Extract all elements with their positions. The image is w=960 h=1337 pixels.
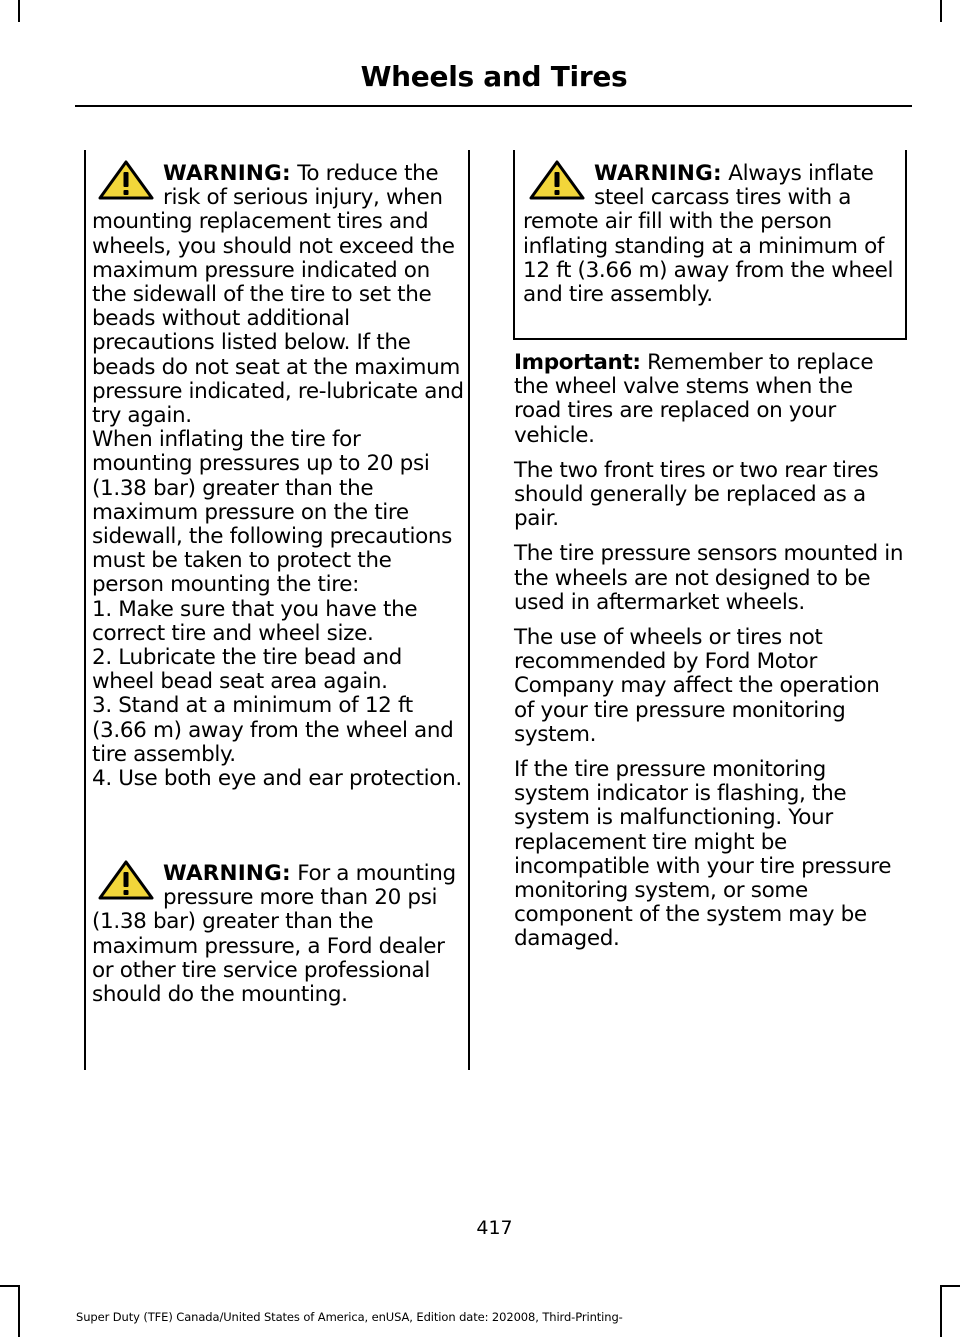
crop-mark-bottom-left-v [18, 1285, 20, 1337]
header-rule [75, 105, 912, 107]
right-column-body [514, 351, 906, 963]
crop-mark-bottom-right-v [940, 1285, 942, 1337]
warning-1-text: To reduce the risk of serious injury, when mounting replacement tires and wheels, you should not exceed the maximum pressure indicated on the sidewall of the tire to set the beads without additional precautions listed below. If the beads do not seat at the maximum pressure indicated, re-lubricate and try again. [92, 161, 464, 429]
page-title: Wheels and Tires [360, 60, 628, 93]
warning-label: WARNING: [594, 161, 722, 186]
paragraph-indicator-flashing: If the tire pressure monitoring system indicator is flashing, the system is malfunctioning. Your replacement tire might be incompatible with your tire pressure monitoring system, or some component of the system may be damaged. [514, 757, 892, 952]
crop-mark-bottom-left-h [0, 1285, 20, 1287]
warning-label: WARNING: [163, 161, 291, 186]
crop-mark-top-right [940, 0, 942, 22]
left-column-rule-right [468, 150, 470, 1070]
warning-triangle-icon [528, 160, 586, 200]
warning-1-step-3: 3. Stand at a minimum of 12 ft (3.66 m) away from the wheel and tire assembly. [92, 693, 454, 767]
warning-box-3 [513, 150, 907, 340]
warning-label: WARNING: [163, 861, 291, 886]
warning-1-inflating: When inflating the tire for mounting pressures up to 20 psi (1.38 bar) greater than the maximum pressure on the tire sidewall, the following precautions must be taken to protect the person mounting the tire: [92, 427, 453, 598]
warning-block-2 [92, 862, 466, 1007]
warning-1-step-1: 1. Make sure that you have the correct tire and wheel size. [92, 596, 418, 646]
paragraph-wheels-ford: The use of wheels or tires not recommended by Ford Motor Company may affect the operation of your tire pressure monitoring system. [514, 625, 880, 747]
warning-3-text: Always inflate steel carcass tires with a remote air fill with the person inflating standing at a minimum of 12 ft (3.66 m) away from the wheel and tire assembly. [523, 161, 894, 308]
crop-mark-top-left [18, 0, 20, 22]
left-column-rule-left [84, 150, 86, 1070]
warning-triangle-icon [97, 160, 155, 200]
page-number: 417 [476, 1217, 513, 1239]
crop-mark-bottom-right-h [940, 1285, 960, 1287]
warning-2-text: For a mounting pressure more than 20 psi (1.38 bar) greater than the maximum pressure, a Ford dealer or other tire service professional should do the mounting. [92, 861, 456, 1008]
warning-block-1 [92, 162, 466, 791]
warning-1-step-4: 4. Use both eye and ear protection. [92, 766, 462, 792]
important-text: Remember to replace the wheel valve stems when the road tires are replaced on your vehicle. [514, 350, 874, 448]
paragraph-sensors: The tire pressure sensors mounted in the wheels are not designed to be used in aftermarket wheels. [514, 541, 904, 615]
important-label: Important: [514, 350, 641, 375]
warning-triangle-icon [97, 860, 155, 900]
warning-1-step-2: 2. Lubricate the tire bead and wheel bead seat area again. [92, 645, 402, 695]
footer-edition: Super Duty (TFE) Canada/United States of America, enUSA, Edition date: 202008, Third-Printing- [76, 1310, 623, 1324]
paragraph-replace-pair: The two front tires or two rear tires should generally be replaced as a pair. [514, 457, 879, 532]
